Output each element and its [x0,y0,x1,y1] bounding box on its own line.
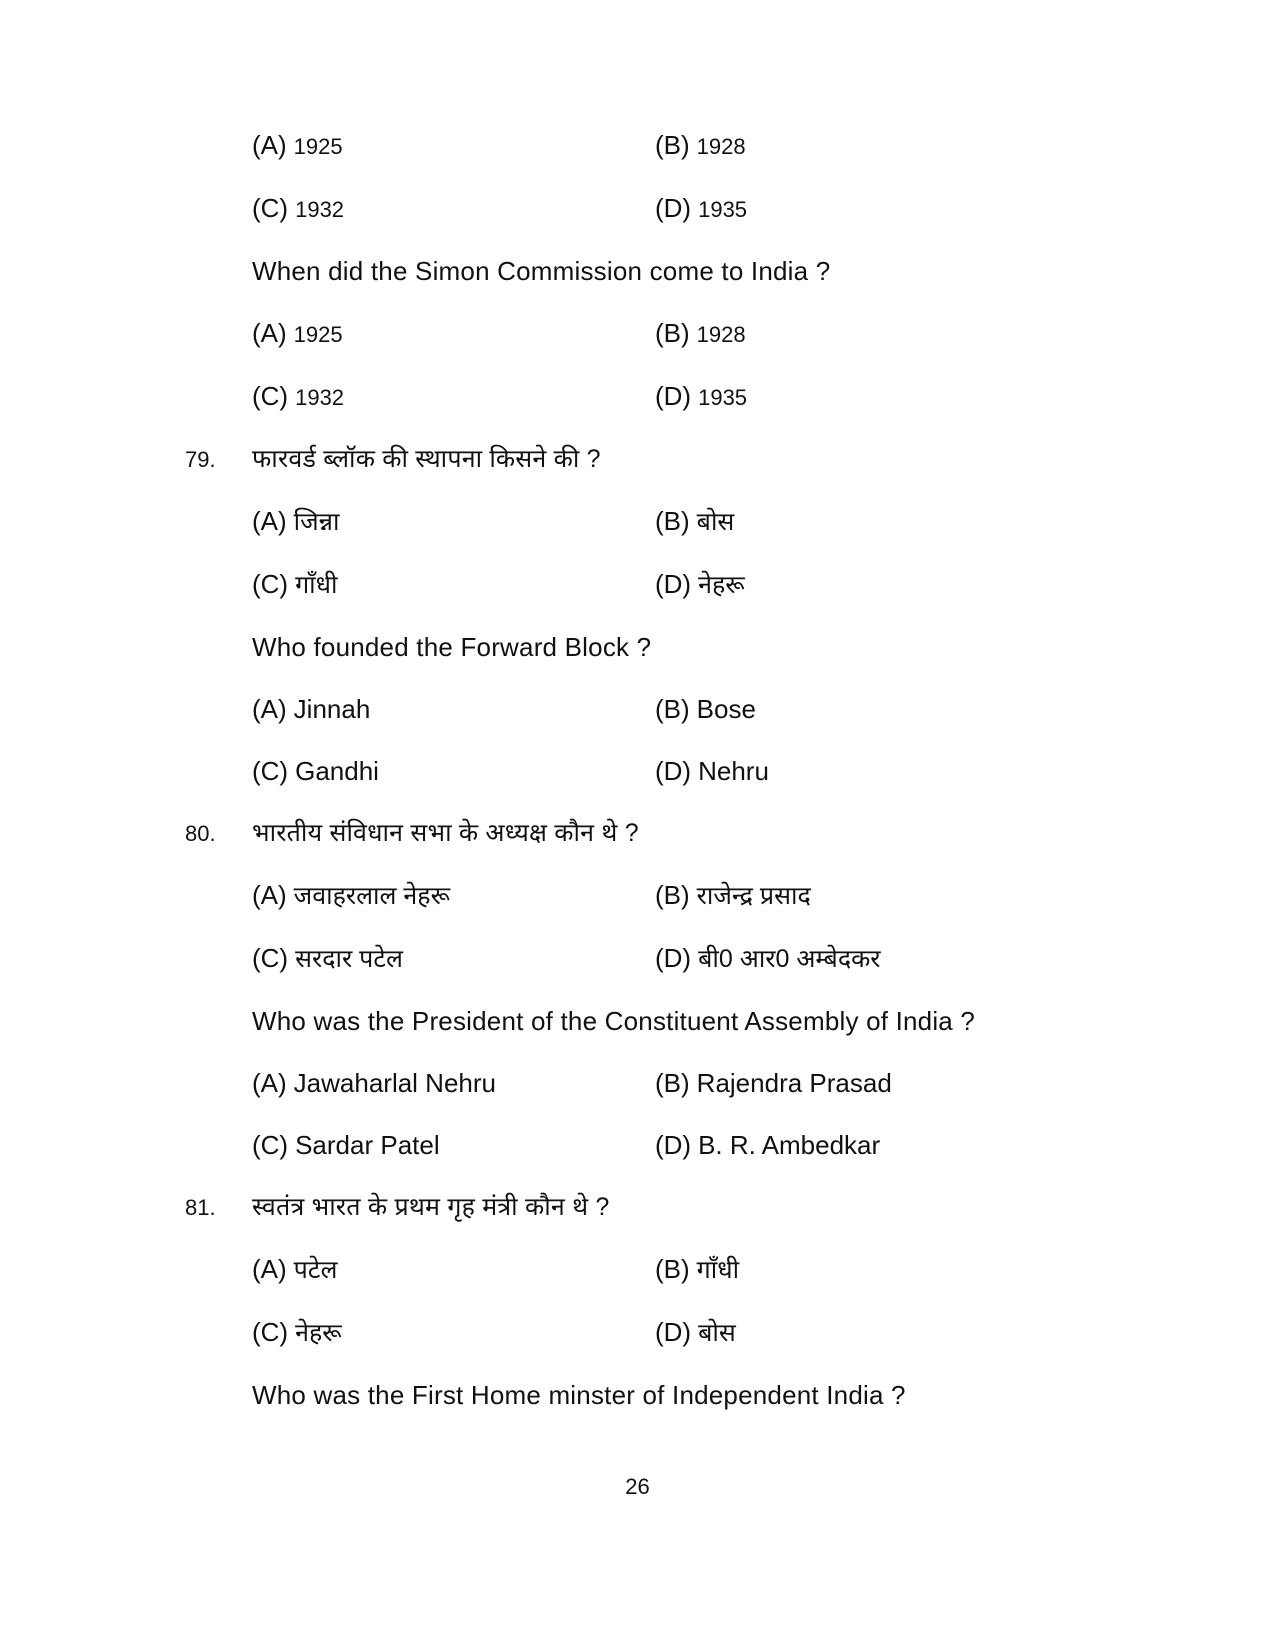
option-text: B. R. Ambedkar [698,1130,881,1160]
option-text: 1925 [293,322,343,347]
option-a [252,878,655,914]
question-line [185,254,1195,289]
option-text: नेहरू [295,1319,342,1347]
option-a [252,191,655,227]
option-row [185,1252,1195,1288]
option-text: 1935 [698,197,748,222]
option-row [185,504,1195,540]
option-b [655,754,1195,789]
option-text: जवाहरलाल नेहरू [293,882,450,910]
option-row [185,128,1195,164]
option-a [252,1252,655,1288]
option-row [185,941,1195,977]
option-label: (D) [655,193,692,223]
option-row [185,878,1195,914]
option-a [252,754,655,789]
option-label: (B) [655,694,690,724]
option-label: (C) [252,756,289,786]
option-text: 1932 [295,197,345,222]
option-row [185,316,1195,352]
option-a [252,1128,655,1163]
option-row [185,567,1195,603]
option-label: (C) [252,1317,289,1347]
option-a [252,128,655,164]
option-row [185,692,1195,727]
option-text: जिन्ना [293,508,340,536]
question-line [185,1190,1195,1225]
option-label: (A) [252,506,287,536]
question-text: भारतीय संविधान सभा के अध्यक्ष कौन थे ? [252,819,639,847]
option-b [655,1066,1195,1101]
option-label: (A) [252,1068,287,1098]
option-text: 1925 [293,134,343,159]
option-text: नेहरू [698,571,745,599]
option-text: Nehru [698,756,769,786]
option-text: राजेन्द्र प्रसाद [696,882,811,910]
option-b [655,504,1195,540]
question-line [185,442,1195,477]
question-text: स्वतंत्र भारत के प्रथम गृह मंत्री कौन थे ? [252,1193,610,1221]
option-text: 1928 [696,322,746,347]
option-label: (A) [252,130,287,160]
option-text: सरदार पटेल [295,945,403,973]
option-label: (B) [655,1254,690,1284]
option-text: Gandhi [295,756,379,786]
option-label: (C) [252,1130,289,1160]
question-number: 80. [185,821,216,846]
option-a [252,941,655,977]
option-text: Sardar Patel [295,1130,440,1160]
option-label: (B) [655,506,690,536]
option-a [252,567,655,603]
option-label: (A) [252,318,287,348]
option-b [655,692,1195,727]
option-b [655,191,1195,227]
option-b [655,1128,1195,1163]
option-row [185,1066,1195,1101]
option-text: Jawaharlal Nehru [293,1068,496,1098]
question-text: Who was the First Home minster of Independent India ? [252,1380,906,1410]
option-label: (B) [655,318,690,348]
option-a [252,379,655,415]
option-row [185,379,1195,415]
question-line [185,1378,1195,1413]
option-label: (C) [252,943,289,973]
option-b [655,1315,1195,1351]
option-text: पटेल [293,1256,338,1284]
option-row [185,191,1195,227]
option-label: (C) [252,569,289,599]
option-text: Jinnah [293,694,371,724]
option-b [655,379,1195,415]
option-label: (D) [655,1130,692,1160]
option-label: (D) [655,1317,692,1347]
question-text: Who was the President of the Constituent Assembly of India ? [252,1006,976,1036]
option-b [655,128,1195,164]
page-number: 26 [625,1474,650,1499]
option-text: बी0 आर0 अम्बेदकर [698,945,881,973]
option-row [185,1315,1195,1351]
option-a [252,1315,655,1351]
question-text: फारवर्ड ब्लॉक की स्थापना किसने की ? [252,445,601,473]
option-label: (B) [655,880,690,910]
question-number: 81. [185,1195,216,1220]
option-text: 1928 [696,134,746,159]
option-a [252,1066,655,1101]
option-a [252,316,655,352]
option-text: बोस [698,1319,736,1347]
option-label: (C) [252,381,289,411]
question-line [185,1004,1195,1039]
option-label: (C) [252,193,289,223]
option-label: (D) [655,569,692,599]
option-label: (D) [655,943,692,973]
question-line [185,816,1195,851]
option-b [655,316,1195,352]
option-b [655,1252,1195,1288]
option-label: (D) [655,756,692,786]
option-text: 1935 [698,385,748,410]
option-label: (A) [252,880,287,910]
option-row [185,754,1195,789]
question-line [185,630,1195,665]
question-text: When did the Simon Commission come to India ? [252,256,831,286]
option-b [655,878,1195,914]
option-label: (B) [655,130,690,160]
option-label: (A) [252,1254,287,1284]
option-label: (D) [655,381,692,411]
option-b [655,941,1195,977]
option-text: गाँधी [696,1256,740,1284]
question-text: Who founded the Forward Block ? [252,632,652,662]
option-a [252,504,655,540]
option-row [185,1128,1195,1163]
option-text: Bose [696,694,756,724]
option-a [252,692,655,727]
option-label: (B) [655,1068,690,1098]
option-label: (A) [252,694,287,724]
option-text: बोस [696,508,735,536]
option-text: गाँधी [295,571,338,599]
question-number: 79. [185,447,216,472]
option-text: Rajendra Prasad [696,1068,892,1098]
option-text: 1932 [295,385,345,410]
option-b [655,567,1195,603]
